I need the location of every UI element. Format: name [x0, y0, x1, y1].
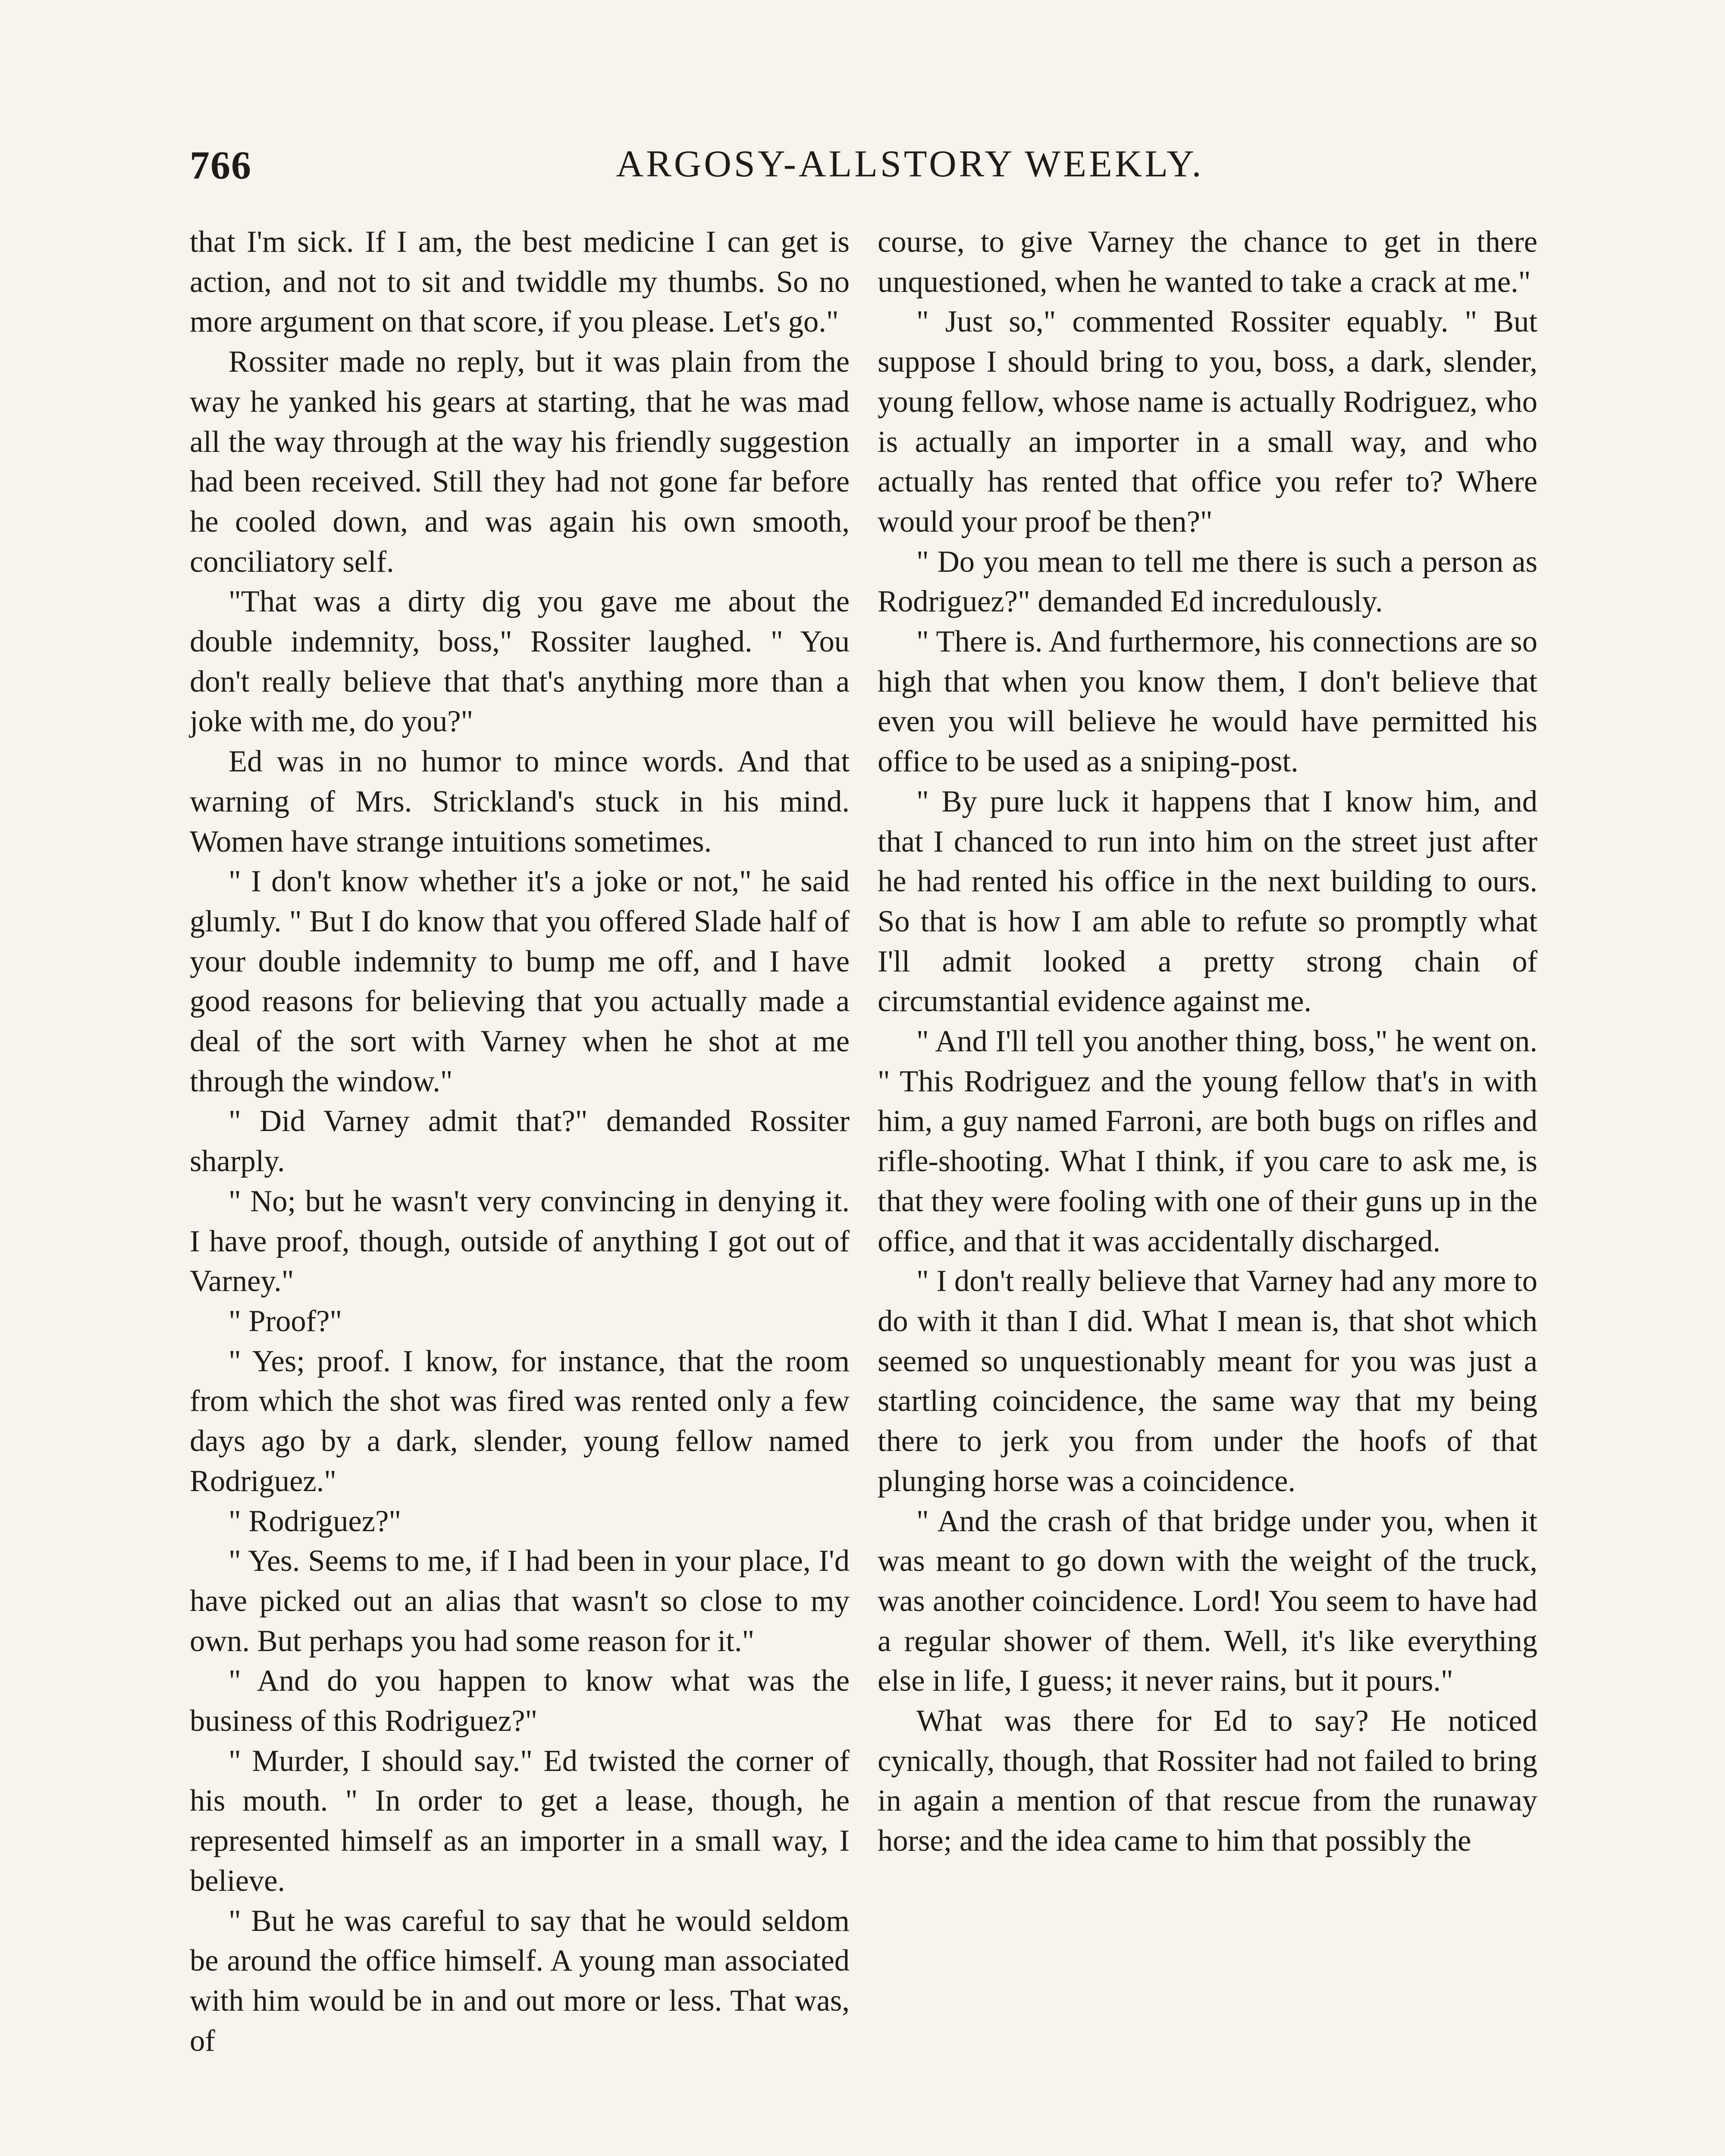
paragraph: " I don't know whether it's a joke or not," he said glumly. " But I do know that you offered Slade half of your double indemnity to bump me off, and I have good reasons for believing that you actually made a deal of the sort with Varney when he shot at me through the window.": [190, 865, 850, 1098]
paragraph: Rossiter made no reply, but it was plain from the way he yanked his gears at starting, that he was mad all the way through at the way his friendly suggestion had been received. Still they had not gone far before he cooled down, and was again his own smooth, conciliatory self.: [190, 345, 850, 579]
paragraph: " And I'll tell you another thing, boss," he went on. " This Rodriguez and the young fellow that's in with him, a guy named Farroni, are both bugs on rifles and rifle-shooting. What I think, if you care to ask me, is that they were fooling with one of their guns up in the office, and that it was accidentally discharged.: [878, 1025, 1537, 1258]
paragraph: " And do you happen to know what was the business of this Rodriguez?": [190, 1664, 850, 1738]
paragraph: course, to give Varney the chance to get in there unquestioned, when he wanted to take a crack at me.": [878, 225, 1537, 299]
paragraph: " But he was careful to say that he would seldom be around the office himself. A young man associated with him would be in and out more or less. That was, of: [190, 1904, 850, 2058]
paragraph: " And the crash of that bridge under you, when it was meant to go down with the weight of the truck, was another coincidence. Lord! You seem to have had a regular shower of them. Well, it's like everything else in life, I guess; it never rains, but it pours.": [878, 1504, 1537, 1698]
paragraph: Ed was in no humor to mince words. And that warning of Mrs. Strickland's stuck in his mind. Women have strange intuitions sometimes.: [190, 745, 850, 859]
paragraph: What was there for Ed to say? He noticed cynically, though, that Rossiter had not failed to bring in again a mention of that rescue from the runaway horse; and the idea came to him that possibly the: [878, 1704, 1537, 1858]
paragraph: " Rodriguez?": [229, 1504, 401, 1538]
left-column: [190, 222, 850, 2061]
paragraph: " Yes; proof. I know, for instance, that the room from which the shot was fired was rented only a few days ago by a dark, slender, young fellow named Rodriguez.": [190, 1344, 850, 1498]
paragraph: " Do you mean to tell me there is such a person as Rodriguez?" demanded Ed incredulously.: [878, 545, 1537, 619]
paragraph: " Just so," commented Rossiter equably. " But suppose I should bring to you, boss, a dark, slender, young fellow, whose name is actually Rodriguez, who is actually an importer in a small way, and who actually has rented that office you refer to? Where would your proof be then?": [878, 305, 1537, 539]
paragraph: " Yes. Seems to me, if I had been in your place, I'd have picked out an alias that wasn't so close to my own. But perhaps you had some reason for it.": [190, 1544, 850, 1658]
running-head: ARGOSY-ALLSTORY WEEKLY.: [616, 143, 1204, 185]
paragraph: "That was a dirty dig you gave me about the double indemnity, boss," Rossiter laughed. " You don't really believe that that's anything more than a joke with me, do you?": [190, 585, 850, 739]
paragraph: " Did Varney admit that?" demanded Rossiter sharply.: [190, 1104, 850, 1178]
paragraph: " Murder, I should say." Ed twisted the corner of his mouth. " In order to get a lease, though, he represented himself as an importer in a small way, I believe.: [190, 1744, 850, 1898]
paragraph: " I don't really believe that Varney had any more to do with it than I did. What I mean is, that shot which seemed so unquestionably meant for you was just a startling coincidence, the same way that my being there to jerk you from under the hoofs of that plunging horse was a coincidence.: [878, 1264, 1537, 1498]
page-number: 766: [190, 143, 252, 187]
paragraph: " There is. And furthermore, his connections are so high that when you know them, I don't believe that even you will believe he would have permitted his office to be used as a sniping-post.: [878, 625, 1537, 779]
paragraph: " By pure luck it happens that I know him, and that I chanced to run into him on the street just after he had rented his office in the next building to ours. So that is how I am able to refute so promptly what I'll admit looked a pretty strong chain of circumstantial evidence against me.: [878, 784, 1537, 1018]
paragraph: that I'm sick. If I am, the best medicine I can get is action, and not to sit and twiddle my thumbs. So no more argument on that score, if you please. Let's go.": [190, 225, 850, 339]
page-header: [190, 142, 1535, 190]
paragraph: " No; but he wasn't very convincing in denying it. I have proof, though, outside of anything I got out of Varney.": [190, 1184, 850, 1298]
right-column: [878, 222, 1537, 1861]
paragraph: " Proof?": [229, 1304, 342, 1338]
